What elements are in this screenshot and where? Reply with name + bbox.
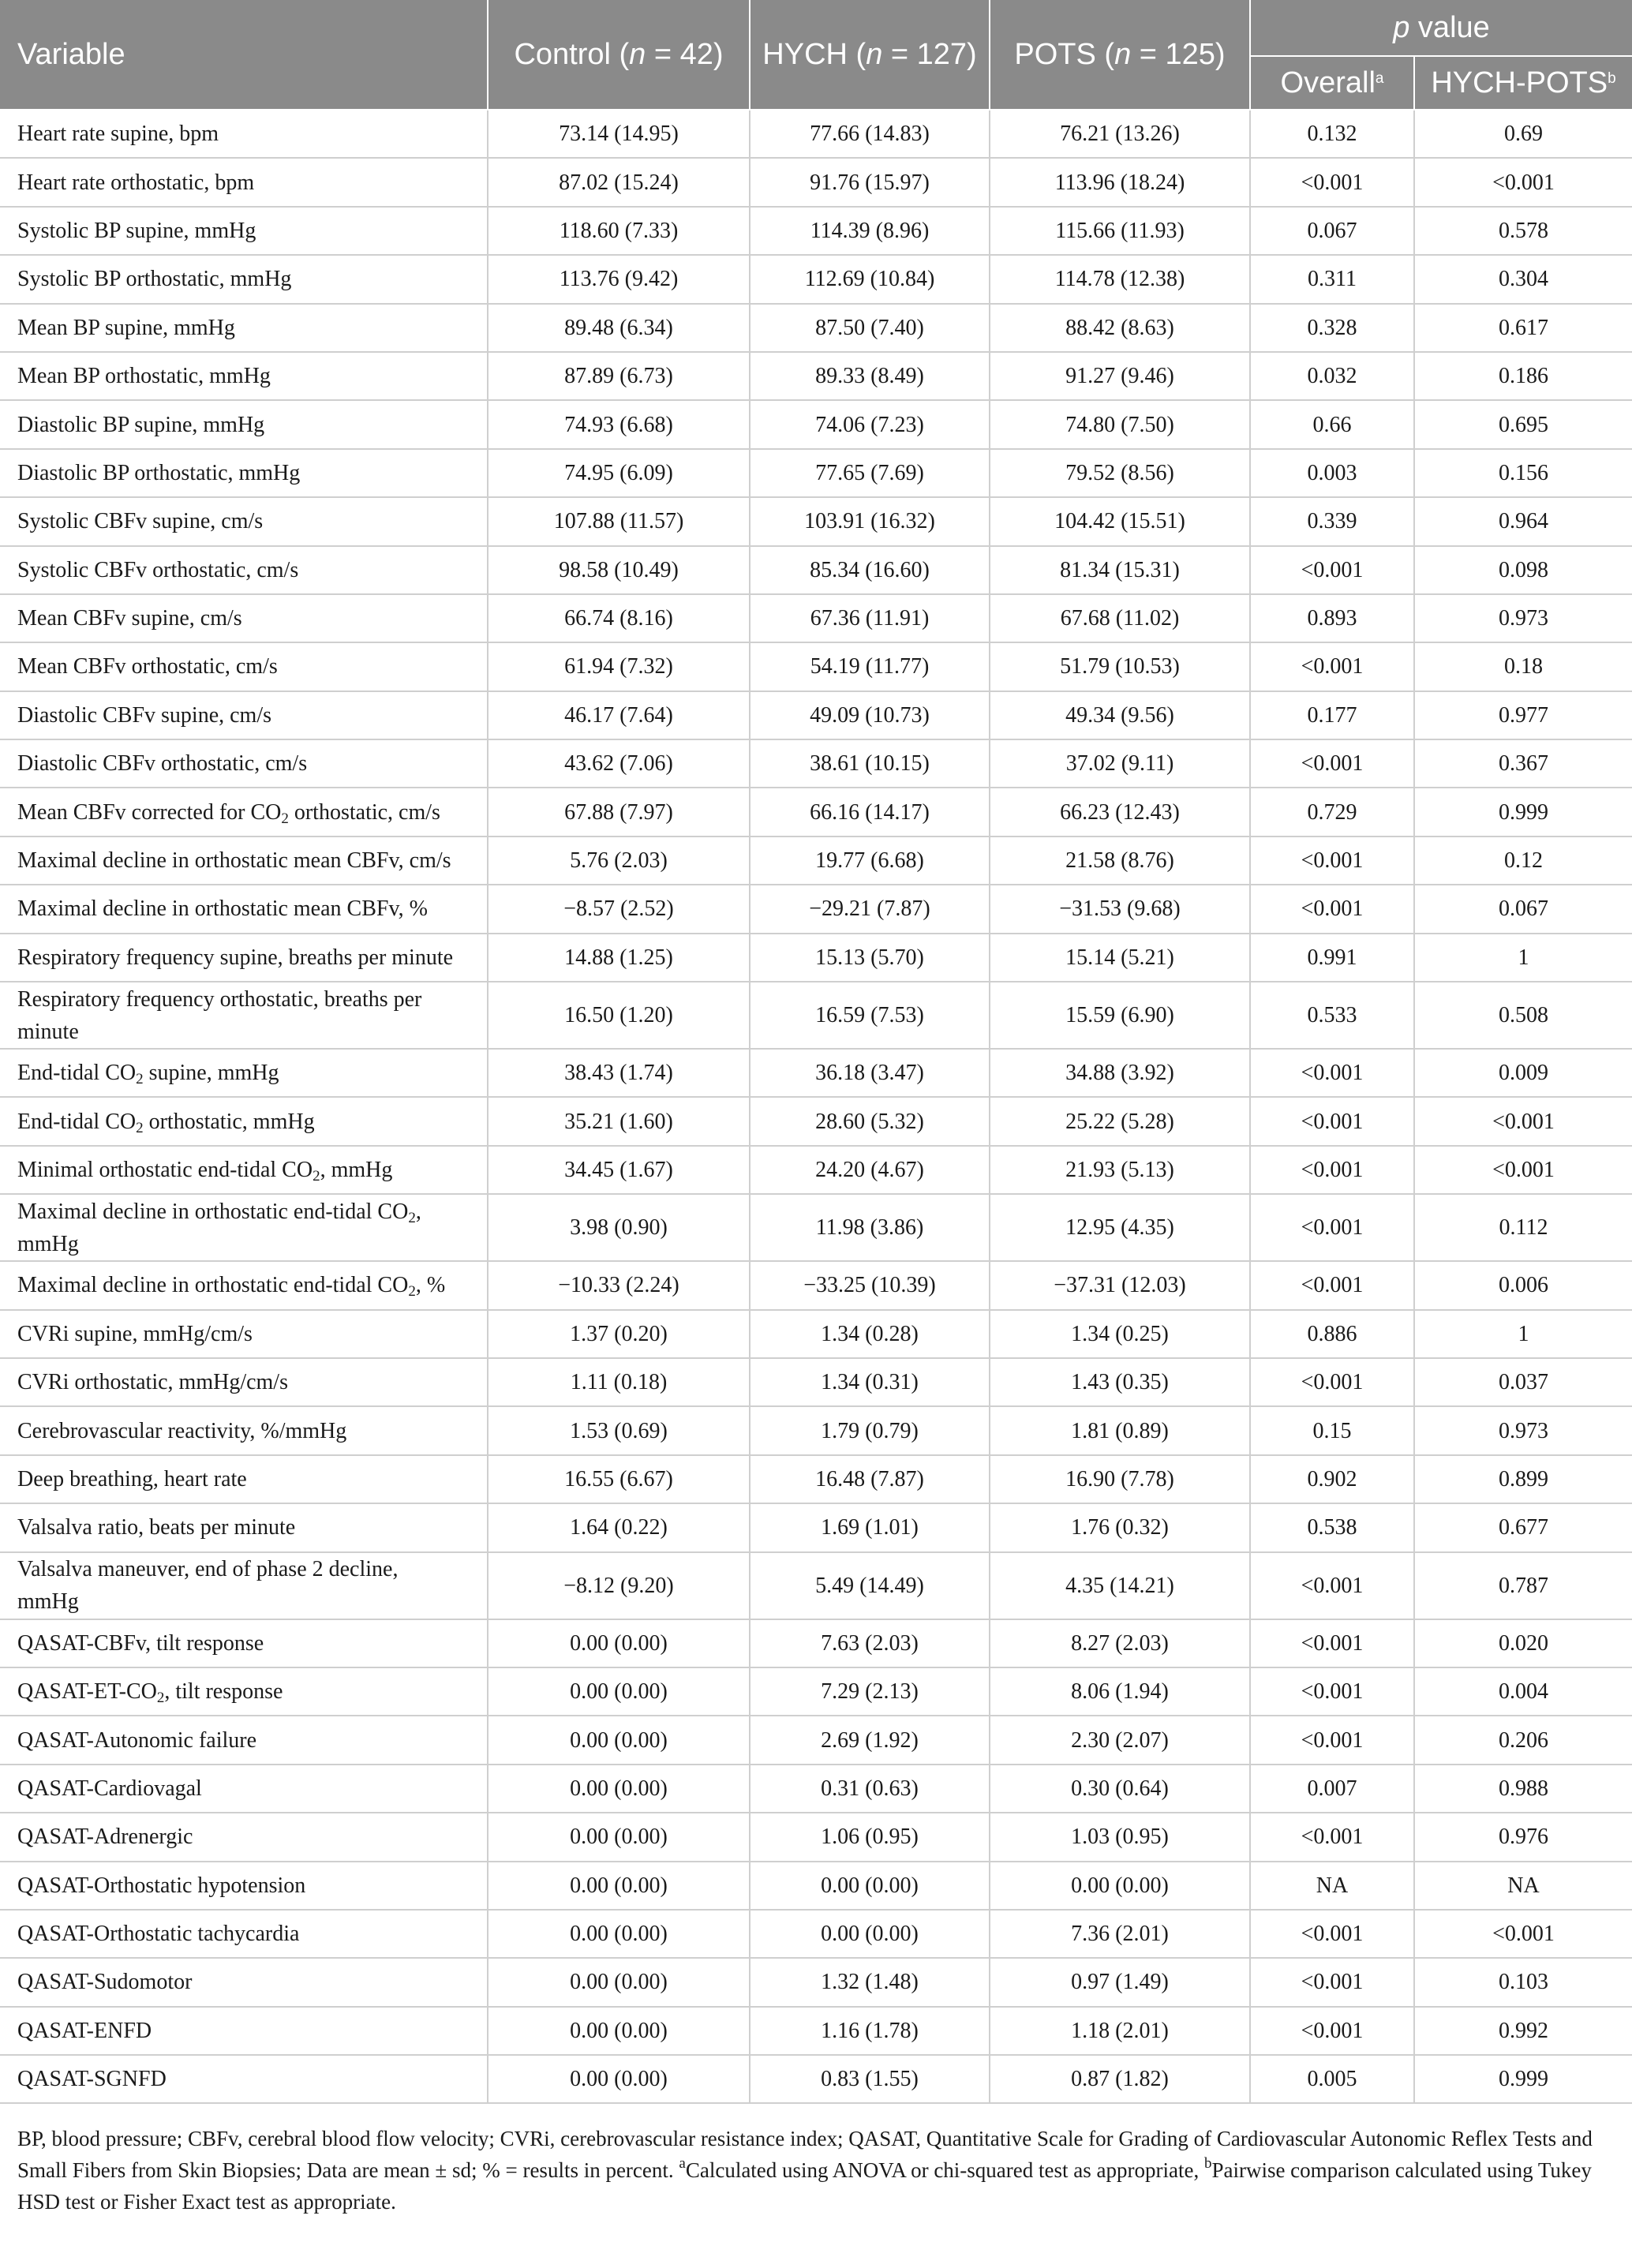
cell-control: 98.58 (10.49) xyxy=(488,546,750,594)
cell-overall: 0.66 xyxy=(1250,400,1414,448)
cell-pairwise: 0.999 xyxy=(1414,788,1632,836)
header-pots: POTS (n = 125) xyxy=(990,0,1250,110)
cell-control: 73.14 (14.95) xyxy=(488,110,750,158)
cell-variable: QASAT-ENFD xyxy=(0,2007,488,2055)
cell-control: 87.02 (15.24) xyxy=(488,158,750,206)
cell-pairwise: <0.001 xyxy=(1414,158,1632,206)
cell-hych: 19.77 (6.68) xyxy=(750,836,990,885)
cell-pairwise: 0.787 xyxy=(1414,1552,1632,1619)
cell-control: 0.00 (0.00) xyxy=(488,1862,750,1910)
cell-pairwise: 0.695 xyxy=(1414,400,1632,448)
cell-variable: Diastolic CBFv orthostatic, cm/s xyxy=(0,739,488,788)
table-row xyxy=(0,788,1632,836)
cell-hych: 114.39 (8.96) xyxy=(750,207,990,255)
cell-variable: QASAT-$ET-CO_2$, tilt response xyxy=(0,1667,488,1716)
cell-variable: Heart rate orthostatic, bpm xyxy=(0,158,488,206)
cell-overall: 0.729 xyxy=(1250,788,1414,836)
cell-pairwise: 0.69 xyxy=(1414,110,1632,158)
cell-overall: <0.001 xyxy=(1250,1716,1414,1764)
cell-overall: <0.001 xyxy=(1250,1146,1414,1194)
header-variable: Variable xyxy=(0,0,488,110)
header-p-value: p value xyxy=(1250,0,1632,56)
cell-variable: Respiratory frequency orthostatic, breaths per minute xyxy=(0,982,488,1049)
cell-pairwise: 0.103 xyxy=(1414,1958,1632,2006)
cell-hych: −29.21 (7.87) xyxy=(750,885,990,933)
table-row xyxy=(0,836,1632,885)
cell-variable: Mean BP orthostatic, mmHg xyxy=(0,352,488,400)
cell-pairwise: 0.992 xyxy=(1414,2007,1632,2055)
cell-variable: QASAT-Autonomic failure xyxy=(0,1716,488,1764)
table-row xyxy=(0,546,1632,594)
cell-control: −8.57 (2.52) xyxy=(488,885,750,933)
header-hych: HYCH (n = 127) xyxy=(750,0,990,110)
cell-control: 0.00 (0.00) xyxy=(488,1958,750,2006)
cell-hych: 54.19 (11.77) xyxy=(750,642,990,691)
cell-control: 16.55 (6.67) xyxy=(488,1455,750,1503)
table-row xyxy=(0,1146,1632,1194)
cell-variable: Mean CBFv corrected for $CO_2$ orthostatic, cm/s xyxy=(0,788,488,836)
table-row xyxy=(0,304,1632,352)
cell-control: 87.89 (6.73) xyxy=(488,352,750,400)
cell-pots: 1.34 (0.25) xyxy=(990,1310,1250,1358)
cell-control: 35.21 (1.60) xyxy=(488,1097,750,1145)
cell-pots: 34.88 (3.92) xyxy=(990,1049,1250,1097)
table-row xyxy=(0,352,1632,400)
cell-pots: −37.31 (12.03) xyxy=(990,1261,1250,1309)
cell-control: 5.76 (2.03) xyxy=(488,836,750,885)
table-row xyxy=(0,1049,1632,1097)
cell-hych: 87.50 (7.40) xyxy=(750,304,990,352)
cell-variable: Systolic CBFv supine, cm/s xyxy=(0,497,488,545)
cell-hych: 16.59 (7.53) xyxy=(750,982,990,1049)
cell-overall: <0.001 xyxy=(1250,1049,1414,1097)
table-row xyxy=(0,1667,1632,1716)
cell-variable: Mean CBFv supine, cm/s xyxy=(0,594,488,642)
cell-pots: 49.34 (9.56) xyxy=(990,691,1250,739)
cell-overall: <0.001 xyxy=(1250,1552,1414,1619)
cell-pairwise: 0.304 xyxy=(1414,255,1632,303)
cell-pots: 114.78 (12.38) xyxy=(990,255,1250,303)
table-row xyxy=(0,739,1632,788)
cell-overall: <0.001 xyxy=(1250,1910,1414,1958)
cell-control: 1.64 (0.22) xyxy=(488,1503,750,1551)
table-row xyxy=(0,1261,1632,1309)
cell-pots: 91.27 (9.46) xyxy=(990,352,1250,400)
cell-control: 0.00 (0.00) xyxy=(488,1910,750,1958)
cell-hych: 36.18 (3.47) xyxy=(750,1049,990,1097)
cell-control: 0.00 (0.00) xyxy=(488,1667,750,1716)
cell-hych: 0.00 (0.00) xyxy=(750,1862,990,1910)
cell-variable: Deep breathing, heart rate xyxy=(0,1455,488,1503)
table-row xyxy=(0,497,1632,545)
cell-hych: 74.06 (7.23) xyxy=(750,400,990,448)
table-row xyxy=(0,400,1632,448)
cell-pots: 0.00 (0.00) xyxy=(990,1862,1250,1910)
cell-control: 113.76 (9.42) xyxy=(488,255,750,303)
cell-variable: QASAT-Orthostatic tachycardia xyxy=(0,1910,488,1958)
table-row xyxy=(0,982,1632,1049)
table-row xyxy=(0,691,1632,739)
cell-control: 118.60 (7.33) xyxy=(488,207,750,255)
cell-variable: CVRi supine, mmHg/cm/s xyxy=(0,1310,488,1358)
cell-overall: 0.132 xyxy=(1250,110,1414,158)
cell-pairwise: 0.186 xyxy=(1414,352,1632,400)
cell-pairwise: 0.037 xyxy=(1414,1358,1632,1406)
cell-pairwise: 0.976 xyxy=(1414,1813,1632,1861)
table-row xyxy=(0,207,1632,255)
cell-pots: 1.18 (2.01) xyxy=(990,2007,1250,2055)
cell-control: 0.00 (0.00) xyxy=(488,1716,750,1764)
cell-hych: 5.49 (14.49) xyxy=(750,1552,990,1619)
table-row xyxy=(0,2007,1632,2055)
cell-hych: 7.29 (2.13) xyxy=(750,1667,990,1716)
table-row xyxy=(0,158,1632,206)
cell-pots: 1.43 (0.35) xyxy=(990,1358,1250,1406)
cell-hych: 2.69 (1.92) xyxy=(750,1716,990,1764)
cell-hych: 49.09 (10.73) xyxy=(750,691,990,739)
table-row xyxy=(0,449,1632,497)
cell-overall: 0.991 xyxy=(1250,934,1414,982)
cell-pairwise: 0.964 xyxy=(1414,497,1632,545)
cell-hych: −33.25 (10.39) xyxy=(750,1261,990,1309)
cell-hych: 11.98 (3.86) xyxy=(750,1194,990,1261)
cell-hych: 0.31 (0.63) xyxy=(750,1765,990,1813)
cell-variable: Minimal orthostatic end-tidal $CO_2$, mmHg xyxy=(0,1146,488,1194)
cell-hych: 1.79 (0.79) xyxy=(750,1406,990,1454)
cell-variable: QASAT-Sudomotor xyxy=(0,1958,488,2006)
header-overall: Overall$^a$ xyxy=(1250,56,1414,110)
cell-overall: <0.001 xyxy=(1250,546,1414,594)
cell-control: 67.88 (7.97) xyxy=(488,788,750,836)
cell-variable: Respiratory frequency supine, breaths per minute xyxy=(0,934,488,982)
cell-control: 1.11 (0.18) xyxy=(488,1358,750,1406)
table-row xyxy=(0,1813,1632,1861)
cell-control: 16.50 (1.20) xyxy=(488,982,750,1049)
cell-variable: Valsalva maneuver, end of phase 2 decline, mmHg xyxy=(0,1552,488,1619)
cell-hych: 1.69 (1.01) xyxy=(750,1503,990,1551)
cell-pots: 7.36 (2.01) xyxy=(990,1910,1250,1958)
cell-overall: 0.886 xyxy=(1250,1310,1414,1358)
cell-variable: QASAT-CBFv, tilt response xyxy=(0,1619,488,1667)
cell-overall: 0.902 xyxy=(1250,1455,1414,1503)
cell-variable: QASAT-Cardiovagal xyxy=(0,1765,488,1813)
cell-pairwise: 0.973 xyxy=(1414,594,1632,642)
cell-pairwise: 0.004 xyxy=(1414,1667,1632,1716)
cell-overall: <0.001 xyxy=(1250,1619,1414,1667)
cell-pots: 1.76 (0.32) xyxy=(990,1503,1250,1551)
cell-overall: <0.001 xyxy=(1250,1261,1414,1309)
cell-pairwise: <0.001 xyxy=(1414,1910,1632,1958)
table-row xyxy=(0,885,1632,933)
cell-variable: Systolic CBFv orthostatic, cm/s xyxy=(0,546,488,594)
cell-pots: 81.34 (15.31) xyxy=(990,546,1250,594)
table-row xyxy=(0,1716,1632,1764)
cell-pots: 8.27 (2.03) xyxy=(990,1619,1250,1667)
cell-pairwise: 0.508 xyxy=(1414,982,1632,1049)
cell-variable: Diastolic BP supine, mmHg xyxy=(0,400,488,448)
cell-overall: 0.311 xyxy=(1250,255,1414,303)
cell-variable: Diastolic BP orthostatic, mmHg xyxy=(0,449,488,497)
cell-control: 38.43 (1.74) xyxy=(488,1049,750,1097)
cell-overall: <0.001 xyxy=(1250,1358,1414,1406)
cell-pairwise: 0.999 xyxy=(1414,2055,1632,2103)
table-row xyxy=(0,1765,1632,1813)
cell-hych: 28.60 (5.32) xyxy=(750,1097,990,1145)
cell-variable: Maximal decline in orthostatic end-tidal $CO_2$, mmHg xyxy=(0,1194,488,1261)
cell-variable: CVRi orthostatic, mmHg/cm/s xyxy=(0,1358,488,1406)
cell-control: 0.00 (0.00) xyxy=(488,2007,750,2055)
cell-overall: 0.032 xyxy=(1250,352,1414,400)
cell-hych: 112.69 (10.84) xyxy=(750,255,990,303)
cell-overall: 0.538 xyxy=(1250,1503,1414,1551)
cell-hych: 16.48 (7.87) xyxy=(750,1455,990,1503)
cell-overall: 0.067 xyxy=(1250,207,1414,255)
cell-overall: 0.893 xyxy=(1250,594,1414,642)
cell-variable: Valsalva ratio, beats per minute xyxy=(0,1503,488,1551)
cell-control: 1.53 (0.69) xyxy=(488,1406,750,1454)
table-row xyxy=(0,1958,1632,2006)
cell-pots: 2.30 (2.07) xyxy=(990,1716,1250,1764)
cell-overall: 0.533 xyxy=(1250,982,1414,1049)
cell-pots: 115.66 (11.93) xyxy=(990,207,1250,255)
cell-variable: QASAT-SGNFD xyxy=(0,2055,488,2103)
cell-hych: 1.34 (0.31) xyxy=(750,1358,990,1406)
cell-control: 66.74 (8.16) xyxy=(488,594,750,642)
cell-pairwise: 0.367 xyxy=(1414,739,1632,788)
cell-pairwise: 0.067 xyxy=(1414,885,1632,933)
table-row xyxy=(0,2055,1632,2103)
cell-pots: 104.42 (15.51) xyxy=(990,497,1250,545)
cell-pots: 88.42 (8.63) xyxy=(990,304,1250,352)
cell-variable: Systolic BP orthostatic, mmHg xyxy=(0,255,488,303)
cell-pots: 79.52 (8.56) xyxy=(990,449,1250,497)
cell-control: 34.45 (1.67) xyxy=(488,1146,750,1194)
cell-pots: 4.35 (14.21) xyxy=(990,1552,1250,1619)
table-row xyxy=(0,1552,1632,1619)
cell-variable: QASAT-Orthostatic hypotension xyxy=(0,1862,488,1910)
cell-pairwise: 0.18 xyxy=(1414,642,1632,691)
table-row xyxy=(0,1503,1632,1551)
table-row xyxy=(0,1358,1632,1406)
cell-hych: 0.00 (0.00) xyxy=(750,1910,990,1958)
cell-pots: 37.02 (9.11) xyxy=(990,739,1250,788)
cell-variable: Maximal decline in orthostatic mean CBFv, % xyxy=(0,885,488,933)
table-row xyxy=(0,1619,1632,1667)
cell-hych: 89.33 (8.49) xyxy=(750,352,990,400)
cell-hych: 103.91 (16.32) xyxy=(750,497,990,545)
cell-variable: Heart rate supine, bpm xyxy=(0,110,488,158)
table-row xyxy=(0,1455,1632,1503)
cell-hych: 1.32 (1.48) xyxy=(750,1958,990,2006)
cell-overall: <0.001 xyxy=(1250,2007,1414,2055)
cell-pairwise: 0.988 xyxy=(1414,1765,1632,1813)
cell-control: 0.00 (0.00) xyxy=(488,1765,750,1813)
cell-hych: 0.83 (1.55) xyxy=(750,2055,990,2103)
cell-hych: 38.61 (10.15) xyxy=(750,739,990,788)
cell-variable: Maximal decline in orthostatic mean CBFv, cm/s xyxy=(0,836,488,885)
cell-control: 0.00 (0.00) xyxy=(488,1813,750,1861)
table-row xyxy=(0,1194,1632,1261)
cell-hych: 1.34 (0.28) xyxy=(750,1310,990,1358)
cell-pairwise: 0.009 xyxy=(1414,1049,1632,1097)
table-row xyxy=(0,1097,1632,1145)
cell-pairwise: 0.206 xyxy=(1414,1716,1632,1764)
cell-overall: <0.001 xyxy=(1250,1097,1414,1145)
cell-pots: 25.22 (5.28) xyxy=(990,1097,1250,1145)
cell-pots: 74.80 (7.50) xyxy=(990,400,1250,448)
cell-pairwise: <0.001 xyxy=(1414,1097,1632,1145)
cell-pairwise: <0.001 xyxy=(1414,1146,1632,1194)
cell-pots: 51.79 (10.53) xyxy=(990,642,1250,691)
cell-pairwise: 0.899 xyxy=(1414,1455,1632,1503)
cell-overall: 0.003 xyxy=(1250,449,1414,497)
table-row xyxy=(0,642,1632,691)
cell-pairwise: 0.12 xyxy=(1414,836,1632,885)
cell-hych: 66.16 (14.17) xyxy=(750,788,990,836)
cell-overall: 0.005 xyxy=(1250,2055,1414,2103)
cell-pots: 16.90 (7.78) xyxy=(990,1455,1250,1503)
cell-control: 1.37 (0.20) xyxy=(488,1310,750,1358)
cell-pots: 66.23 (12.43) xyxy=(990,788,1250,836)
cell-hych: 77.65 (7.69) xyxy=(750,449,990,497)
cell-pairwise: 0.156 xyxy=(1414,449,1632,497)
cell-variable: QASAT-Adrenergic xyxy=(0,1813,488,1861)
cell-control: 61.94 (7.32) xyxy=(488,642,750,691)
cell-pairwise: 1 xyxy=(1414,1310,1632,1358)
cell-pots: 76.21 (13.26) xyxy=(990,110,1250,158)
cell-overall: 0.328 xyxy=(1250,304,1414,352)
cell-overall: <0.001 xyxy=(1250,739,1414,788)
cell-control: −8.12 (9.20) xyxy=(488,1552,750,1619)
cell-hych: 7.63 (2.03) xyxy=(750,1619,990,1667)
cell-pots: 1.03 (0.95) xyxy=(990,1813,1250,1861)
cell-overall: <0.001 xyxy=(1250,1958,1414,2006)
cell-pots: −31.53 (9.68) xyxy=(990,885,1250,933)
cell-pots: 113.96 (18.24) xyxy=(990,158,1250,206)
cell-overall: <0.001 xyxy=(1250,885,1414,933)
cell-control: 3.98 (0.90) xyxy=(488,1194,750,1261)
table-row xyxy=(0,1910,1632,1958)
table-body xyxy=(0,110,1632,2103)
cell-hych: 24.20 (4.67) xyxy=(750,1146,990,1194)
cell-control: 89.48 (6.34) xyxy=(488,304,750,352)
cell-control: 74.95 (6.09) xyxy=(488,449,750,497)
cell-variable: Mean CBFv orthostatic, cm/s xyxy=(0,642,488,691)
cell-overall: NA xyxy=(1250,1862,1414,1910)
cell-pairwise: 0.617 xyxy=(1414,304,1632,352)
cell-overall: 0.177 xyxy=(1250,691,1414,739)
cell-pairwise: 0.973 xyxy=(1414,1406,1632,1454)
cell-pots: 0.87 (1.82) xyxy=(990,2055,1250,2103)
cell-hych: 85.34 (16.60) xyxy=(750,546,990,594)
cell-control: 0.00 (0.00) xyxy=(488,2055,750,2103)
cell-variable: End-tidal $CO_2$ orthostatic, mmHg xyxy=(0,1097,488,1145)
cell-overall: <0.001 xyxy=(1250,1194,1414,1261)
cell-variable: Systolic BP supine, mmHg xyxy=(0,207,488,255)
cell-control: −10.33 (2.24) xyxy=(488,1261,750,1309)
cell-hych: 77.66 (14.83) xyxy=(750,110,990,158)
cell-pairwise: 0.677 xyxy=(1414,1503,1632,1551)
cell-control: 14.88 (1.25) xyxy=(488,934,750,982)
cell-variable: End-tidal $CO_2$ supine, mmHg xyxy=(0,1049,488,1097)
cell-pairwise: 0.112 xyxy=(1414,1194,1632,1261)
table-row xyxy=(0,1862,1632,1910)
cell-variable: Mean BP supine, mmHg xyxy=(0,304,488,352)
cell-hych: 15.13 (5.70) xyxy=(750,934,990,982)
cell-control: 0.00 (0.00) xyxy=(488,1619,750,1667)
cell-pots: 15.14 (5.21) xyxy=(990,934,1250,982)
cell-control: 43.62 (7.06) xyxy=(488,739,750,788)
cell-variable: Diastolic CBFv supine, cm/s xyxy=(0,691,488,739)
cell-overall: <0.001 xyxy=(1250,158,1414,206)
cell-pots: 21.58 (8.76) xyxy=(990,836,1250,885)
cell-pairwise: 0.578 xyxy=(1414,207,1632,255)
table-row xyxy=(0,110,1632,158)
cell-pairwise: 0.977 xyxy=(1414,691,1632,739)
table-row xyxy=(0,255,1632,303)
cell-pots: 67.68 (11.02) xyxy=(990,594,1250,642)
table-row xyxy=(0,1406,1632,1454)
table-footnote: BP, blood pressure; CBFv, cerebral blood flow velocity; CVRi, cerebrovascular resistance index; QASAT, Quantitative Scale for Grading of Cardiovascular Autonomic Reflex Tests and Small Fibers from Skin Biopsies; Data are mean ± sd; % = results in percent. $^a$Calculated using ANOVA or chi-squared test as appropriate, $^b$Pairwise comparison calculated using Tukey HSD test or Fisher Exact test as appropriate. xyxy=(17,2127,1593,2214)
cell-pots: 0.97 (1.49) xyxy=(990,1958,1250,2006)
cell-hych: 1.06 (0.95) xyxy=(750,1813,990,1861)
cell-overall: 0.15 xyxy=(1250,1406,1414,1454)
cell-hych: 91.76 (15.97) xyxy=(750,158,990,206)
header-control: Control (n = 42) xyxy=(488,0,750,110)
header-pairwise: HYCH-POTS$^b$ xyxy=(1414,56,1632,110)
cell-control: 107.88 (11.57) xyxy=(488,497,750,545)
cell-pairwise: 0.006 xyxy=(1414,1261,1632,1309)
cell-overall: 0.007 xyxy=(1250,1765,1414,1813)
cell-control: 74.93 (6.68) xyxy=(488,400,750,448)
cell-pairwise: 0.098 xyxy=(1414,546,1632,594)
table-row xyxy=(0,1310,1632,1358)
cell-overall: 0.339 xyxy=(1250,497,1414,545)
table-row xyxy=(0,934,1632,982)
cell-hych: 1.16 (1.78) xyxy=(750,2007,990,2055)
cell-pots: 8.06 (1.94) xyxy=(990,1667,1250,1716)
cell-pairwise: 0.020 xyxy=(1414,1619,1632,1667)
table-row xyxy=(0,594,1632,642)
cell-overall: <0.001 xyxy=(1250,1813,1414,1861)
cell-pots: 0.30 (0.64) xyxy=(990,1765,1250,1813)
cell-pots: 21.93 (5.13) xyxy=(990,1146,1250,1194)
cell-pairwise: NA xyxy=(1414,1862,1632,1910)
cell-overall: <0.001 xyxy=(1250,1667,1414,1716)
cell-pots: 15.59 (6.90) xyxy=(990,982,1250,1049)
cell-control: 46.17 (7.64) xyxy=(488,691,750,739)
cell-variable: Cerebrovascular reactivity, %/mmHg xyxy=(0,1406,488,1454)
cell-hych: 67.36 (11.91) xyxy=(750,594,990,642)
table-header xyxy=(0,0,1632,110)
cell-pots: 1.81 (0.89) xyxy=(990,1406,1250,1454)
cell-pairwise: 1 xyxy=(1414,934,1632,982)
cell-pots: 12.95 (4.35) xyxy=(990,1194,1250,1261)
cell-overall: <0.001 xyxy=(1250,642,1414,691)
cell-variable: Maximal decline in orthostatic end-tidal $CO_2$, % xyxy=(0,1261,488,1309)
cell-overall: <0.001 xyxy=(1250,836,1414,885)
